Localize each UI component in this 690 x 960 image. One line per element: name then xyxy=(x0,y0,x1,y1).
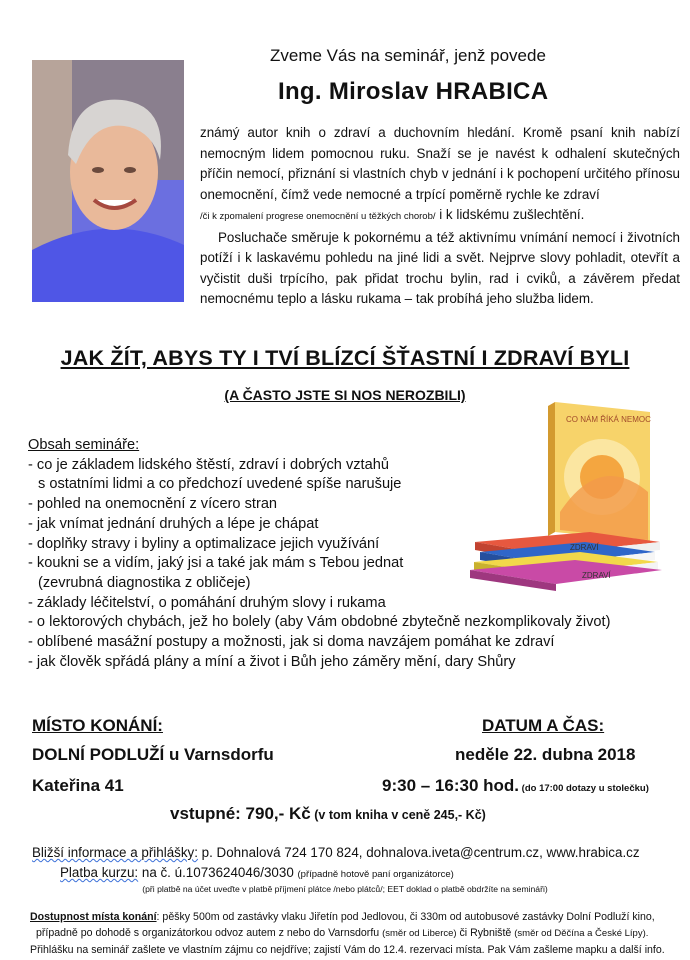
payment-instruction: (při platbě na účet uveďte v platbě příjmení plátce /nebo plátců/; EET doklad o platbě obdržíte na semináři) xyxy=(142,884,548,894)
venue-heading: MÍSTO KONÁNÍ: xyxy=(32,716,163,735)
bio-paragraph-1: známý autor knih o zdraví a duchovním hledání. Kromě psaní knih nabízí nemocným lidem pomocnou ruku. Snaží se je navést k odhalení skutečných příčin nemocí, přiznání si vlastních chyb v jednání i k pochopení určitého přínosu onemocnění, čímž vede nemocné a trpící poměrně rychle ke zdraví xyxy=(200,125,680,202)
author-photo xyxy=(32,60,184,302)
bio-paragraph-1-end: i k lidskému zušlechtění. xyxy=(435,207,585,222)
contents-item: - oblíbené masážní postupy a možnosti, jak si doma navzájem pomáhat ke zdraví xyxy=(28,634,555,651)
invitation-line: Zveme Vás na seminář, jenž povede xyxy=(270,46,546,65)
payment-account: na č. ú.1073624046/3030 xyxy=(138,865,298,880)
event-time-range: 9:30 – 16:30 hod. xyxy=(382,776,520,795)
access-direction-2: (směr od Děčína a České Lípy). xyxy=(514,928,649,939)
contact-text[interactable]: p. Dohnalová 724 170 824, dohnalova.iveta@centrum.cz, www.hrabica.cz xyxy=(197,845,640,860)
access-text-1: : pěšky 500m od zastávky vlaku Jiřetín pod Jedlovou, či 330m od autobusové zastávky Dolní Podluží kino, xyxy=(156,911,655,923)
contents-item: - co je základem lidského štěstí, zdraví i dobrých vztahů xyxy=(28,456,389,473)
fee-amount: vstupné: 790,- Kč xyxy=(170,804,311,823)
contents-item: - o lektorových chybách, jež ho bolely (aby Vám obdobné zbytečně nezkomplikovaly život) xyxy=(28,614,611,631)
contents-item: (zevrubná diagnostika z obličeje) xyxy=(38,574,251,591)
bio-small-note: /či k zpomalení progrese onemocnění u těžkých chorob/ xyxy=(200,211,436,222)
contents-item: - jak vnímat jednání druhých a lépe je chápat xyxy=(28,515,319,532)
contents-item: - pohled na onemocnění z vícero stran xyxy=(28,496,278,513)
author-bio xyxy=(200,123,680,310)
contents-item: s ostatními lidmi a co předchozí uvedené spíše narušuje xyxy=(38,476,402,493)
book-stack-image xyxy=(470,392,670,592)
contents-item: - jak člověk spřádá plány a míní a život i Bůh jeho záměry mění, dary Shůry xyxy=(28,653,516,670)
contact-info xyxy=(32,845,640,860)
contents-item: - základy léčitelství, o pomáhání druhým slovy i rukama xyxy=(28,594,386,611)
book-spine-label: ZDRAVÍ xyxy=(570,543,599,552)
book-spine-label: ZDRAVÍ xyxy=(582,571,611,580)
event-time-note: (do 17:00 dotazy u stolečku) xyxy=(519,783,649,794)
payment-info xyxy=(60,865,454,880)
payment-note: (případně hotově paní organizátorce) xyxy=(297,869,454,880)
access-text-2: případně po dohodě s organizátorkou odvoz autem z nebo do Varnsdorfu xyxy=(36,927,383,939)
book-title: CO NÁM ŘÍKÁ NEMOC xyxy=(566,415,651,424)
author-name: Ing. Miroslav HRABICA xyxy=(278,78,549,105)
contents-item: - koukni se a vidím, jaký jsi a také jak mám s Tebou jednat xyxy=(28,555,404,572)
payment-label: Platba kurzu: xyxy=(60,865,139,880)
datetime-heading: DATUM A ČAS: xyxy=(482,716,605,735)
venue-place: DOLNÍ PODLUŽÍ u Varnsdorfu xyxy=(32,745,274,764)
event-date: neděle 22. dubna 2018 xyxy=(455,745,636,764)
contents-title: Obsah semináře: xyxy=(28,437,140,453)
contents-item: - doplňky stravy i byliny a optimalizace jejich využívání xyxy=(28,535,380,552)
bio-paragraph-2: Posluchače směruje k pokornému a též aktivnímu vnímání nemocí i životních potíží i k laskavému pohledu na jiné lidi a svět. Nejprve slovy pohladit, otevřít a vyčistit duši trpícího, pak přidat trochu bylin, rad i cviků, a závěrem předat nemocnému teplo a lásku rukama – tak probíhá jeho služba lidem. xyxy=(200,229,680,306)
contact-label: Bližší informace a přihlášky: xyxy=(32,845,198,860)
seminar-subtitle: (A ČASTO JSTE SI NOS NEROZBILI) xyxy=(224,387,466,403)
venue-street: Kateřina 41 xyxy=(32,776,124,795)
access-label: Dostupnost místa konání xyxy=(30,911,157,923)
access-text-2b: či Rybniště xyxy=(456,927,515,939)
entry-fee xyxy=(170,804,486,824)
accessibility-info xyxy=(30,909,680,958)
seminar-title: JAK ŽÍT, ABYS TY I TVÍ BLÍZCÍ ŠŤASTNÍ I ZDRAVÍ BYLI xyxy=(60,346,630,370)
event-time xyxy=(382,776,649,796)
access-text-3: Přihlášku na seminář zašlete ve vlastním zájmu co nejdříve; zajistí Vám do 12.4. rezervaci místa. Pak Vám zašleme mapku a další info. xyxy=(30,944,665,956)
fee-note: (v tom kniha v ceně 245,- Kč) xyxy=(310,808,486,822)
access-direction-1: (směr od Liberce) xyxy=(382,928,457,939)
